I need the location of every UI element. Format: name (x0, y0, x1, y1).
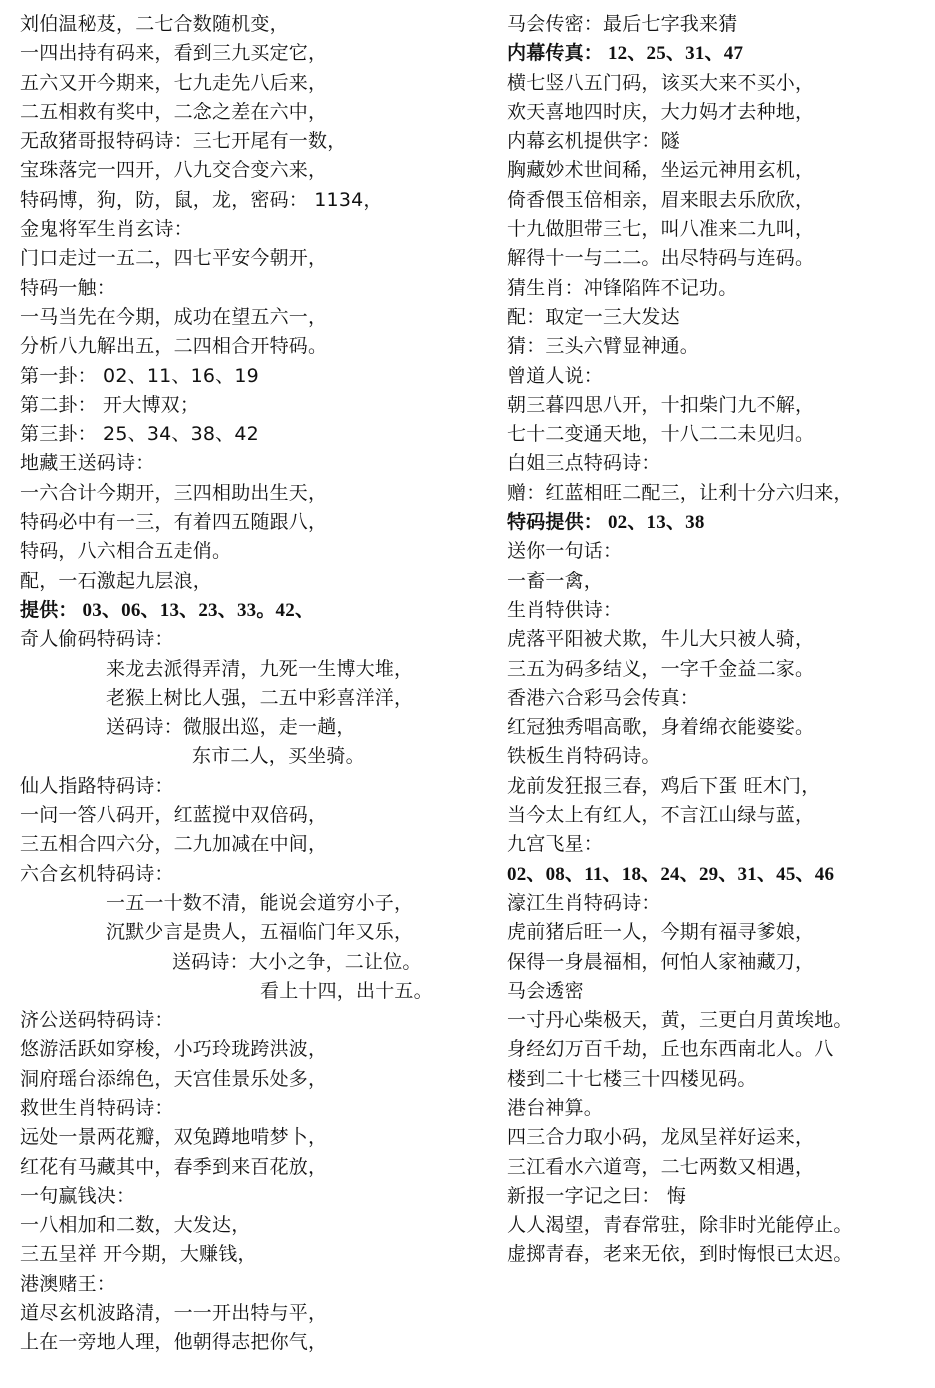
left-column-line (20, 215, 490, 244)
right-column-line (507, 772, 927, 801)
left-column-line (20, 1328, 490, 1357)
line-text: 02、08、11、18、24、29、31、45、46 (507, 863, 835, 885)
line-text: 倚香偎玉倍相亲，眉来眼去乐欣欣， (507, 188, 815, 211)
line-text: 虎落平阳被犬欺，牛儿大只被人骑， (507, 628, 815, 651)
line-text: 一六合计今期开，三四相助出生天， (20, 481, 328, 504)
line-text: 配，一石激起九层浪， (20, 569, 213, 592)
right-column-line (507, 186, 927, 215)
line-text: 道尽玄机波路清，一一开出特与平， (20, 1302, 328, 1325)
left-column-line (20, 918, 490, 947)
line-text: 濠江生肖特码诗： (507, 891, 661, 914)
line-text: 四三合力取小码，龙凤呈祥好运来， (507, 1126, 815, 1149)
line-text: 送你一句话： (507, 540, 623, 563)
left-column-line (20, 449, 490, 478)
line-text: 猜：三头六臂显神通。 (507, 335, 700, 358)
right-column-line (507, 1065, 927, 1094)
right-column-line (507, 860, 927, 889)
line-text: 虎前猪后旺一人，今期有福寻爹娘， (507, 921, 815, 944)
line-text: 沉默少言是贵人，五福临门年又乐， (106, 921, 414, 944)
line-text: 曾道人说： (507, 364, 604, 387)
line-text: 解得十一与二二。出尽特码与连码。 (507, 247, 815, 270)
right-column-line (507, 449, 927, 478)
line-text: 铁板生肖特码诗。 (507, 745, 661, 768)
line-text: 虚掷青春，老来无依，到时悔恨已太迟。 (507, 1243, 853, 1266)
right-column-line (507, 1123, 927, 1152)
line-text: 特码提供： 02、13、38 (507, 512, 705, 534)
left-column-line (20, 156, 490, 185)
right-column-line (507, 1094, 927, 1123)
left-column-line (20, 948, 490, 977)
right-column-line (507, 537, 927, 566)
right-column-line (507, 274, 927, 303)
left-column-line (20, 69, 490, 98)
right-column-line (507, 98, 927, 127)
line-text: 赠：红蓝相旺二配三，让利十分六归来， (507, 481, 853, 504)
line-text: 来龙去派得弄清，九死一生博大堆， (106, 657, 414, 680)
line-text: 配：取定一三大发达 (507, 305, 680, 328)
line-text: 洞府瑶台添绵色，天宫佳景乐处多， (20, 1067, 328, 1090)
line-text: 三江看水六道弯，二七两数又相遇， (507, 1155, 815, 1178)
line-text: 第二卦： 开大博双； (20, 393, 200, 416)
line-text: 送码诗：微服出巡，走一趟， (106, 716, 356, 739)
line-text: 白姐三点特码诗： (507, 452, 661, 475)
line-text: 内幕传真： 12、25、31、47 (507, 43, 744, 65)
left-column-line (20, 1094, 490, 1123)
left-column-line (20, 889, 490, 918)
right-column-line (507, 420, 927, 449)
left-column-line (20, 860, 490, 889)
line-text: 上在一旁地人理，他朝得志把你气， (20, 1331, 328, 1354)
right-column-line (507, 625, 927, 654)
line-text: 身经幻万百千劫，丘也东西南北人。八 (507, 1038, 834, 1061)
line-text: 悠游活跃如穿梭，小巧玲珑跨洪波， (20, 1038, 328, 1061)
line-text: 一八相加和二数，大发达， (20, 1214, 251, 1237)
line-text: 特码，八六相合五走俏。 (20, 540, 232, 563)
left-column-line (20, 596, 490, 625)
line-text: 三五呈祥 开今期，大赚钱， (20, 1243, 257, 1266)
line-text: 济公送码特码诗： (20, 1009, 174, 1032)
right-column-line (507, 948, 927, 977)
line-text: 分析八九解出五，二四相合开特码。 (20, 335, 328, 358)
left-column-line (20, 1006, 490, 1035)
right-column-line (507, 801, 927, 830)
line-text: 一马当先在今期，成功在望五六一， (20, 305, 328, 328)
right-column-line (507, 332, 927, 361)
right-column-line (507, 479, 927, 508)
left-column-line (20, 362, 490, 391)
line-text: 新报一字记之曰： 悔 (507, 1184, 687, 1207)
line-text: 三五相合四六分，二九加减在中间， (20, 833, 328, 856)
left-column-line (20, 567, 490, 596)
line-text: 无敌猪哥报特码诗：三七开尾有一数， (20, 130, 347, 153)
line-text: 仙人指路特码诗： (20, 774, 174, 797)
right-column-line (507, 391, 927, 420)
right-column-line (507, 1153, 927, 1182)
right-column-line (507, 596, 927, 625)
line-text: 港台神算。 (507, 1096, 604, 1119)
line-text: 当今太上有红人，不言江山绿与蓝， (507, 804, 815, 827)
left-column-line (20, 274, 490, 303)
left-column-line (20, 332, 490, 361)
line-text: 一问一答八码开，红蓝搅中双倍码， (20, 804, 328, 827)
line-text: 门口走过一五二，四七平安今朝开， (20, 247, 328, 270)
line-text: 看上十四，出十五。 (260, 979, 433, 1002)
line-text: 远处一景两花瓣，双兔蹲地啃梦卜， (20, 1126, 328, 1149)
line-text: 特码一触： (20, 276, 117, 299)
left-column-line (20, 1182, 490, 1211)
line-text: 胸藏妙术世间稀，坐运元神用玄机， (507, 159, 815, 182)
right-column-line (507, 742, 927, 771)
line-text: 一句赢钱决： (20, 1184, 136, 1207)
line-text: 内幕玄机提供字：隧 (507, 130, 680, 153)
line-text: 港澳赌王： (20, 1272, 117, 1295)
right-column-line (507, 1006, 927, 1035)
left-column-line (20, 742, 490, 771)
left-column-line (20, 1211, 490, 1240)
left-column-line (20, 655, 490, 684)
left-column-line (20, 186, 490, 215)
left-column-line (20, 1123, 490, 1152)
line-text: 三五为码多结义，一字千金益二家。 (507, 657, 815, 680)
line-text: 地藏王送码诗： (20, 452, 155, 475)
right-column-line (507, 1240, 927, 1269)
right-column-line (507, 69, 927, 98)
line-text: 马会传密：最后七字我来猜 (507, 13, 738, 35)
line-text: 一五一十数不清，能说会道穷小子， (106, 891, 414, 914)
left-column-line (20, 1240, 490, 1269)
right-column (507, 10, 927, 1270)
left-column-line (20, 801, 490, 830)
line-text: 送码诗：大小之争，二让位。 (172, 950, 422, 973)
line-text: 奇人偷码特码诗： (20, 628, 174, 651)
right-column-line (507, 567, 927, 596)
right-column-line (507, 1182, 927, 1211)
line-text: 人人渴望，青春常驻，除非时光能停止。 (507, 1214, 853, 1237)
line-text: 一四出持有码来，看到三九买定它， (20, 42, 328, 65)
right-column-line (507, 10, 927, 39)
right-column-line (507, 655, 927, 684)
left-column-line (20, 391, 490, 420)
line-text: 九宫飞星： (507, 833, 604, 856)
line-text: 金鬼将军生肖玄诗： (20, 218, 193, 241)
line-text: 红冠独秀唱高歌，身着绵衣能婆娑。 (507, 716, 815, 739)
line-text: 一畜一禽， (507, 569, 604, 592)
left-column-line (20, 713, 490, 742)
line-text: 欢天喜地四时庆，大力妈才去种地， (507, 100, 815, 123)
left-column-line (20, 127, 490, 156)
right-column-line (507, 889, 927, 918)
line-text: 特码必中有一三，有着四五随跟八， (20, 511, 328, 534)
line-text: 提供： 03、06、13、23、33。42、 (20, 599, 315, 621)
right-column-line (507, 684, 927, 713)
line-text: 横七竖八五门码，该买大来不买小， (507, 71, 815, 94)
left-column-line (20, 1299, 490, 1328)
line-text: 救世生肖特码诗： (20, 1096, 174, 1119)
line-text: 保得一身晨福相，何怕人家袖藏刀， (507, 950, 815, 973)
line-text: 老猴上树比人强，二五中彩喜洋洋， (106, 686, 414, 709)
line-text: 东市二人，买坐骑。 (192, 745, 365, 768)
left-column-line (20, 1270, 490, 1299)
left-column (20, 10, 490, 1358)
right-column-line (507, 244, 927, 273)
right-column-line (507, 1035, 927, 1064)
right-column-line (507, 1211, 927, 1240)
line-text: 马会透密 (507, 979, 584, 1002)
left-column-line (20, 479, 490, 508)
line-text: 香港六合彩马会传真： (507, 686, 700, 709)
left-column-line (20, 508, 490, 537)
left-column-line (20, 684, 490, 713)
line-text: 第一卦： 02、11、16、19 (20, 364, 259, 387)
right-column-line (507, 156, 927, 185)
line-text: 一寸丹心柴极天，黄，三更白月黄埃地。 (507, 1009, 853, 1032)
left-column-line (20, 244, 490, 273)
line-text: 十九做胆带三七，叫八准来二九叫， (507, 218, 815, 241)
line-text: 二五相救有奖中，二念之差在六中， (20, 100, 328, 123)
left-column-line (20, 1065, 490, 1094)
line-text: 第三卦： 25、34、38、42 (20, 423, 259, 446)
right-column-line (507, 977, 927, 1006)
right-column-line (507, 830, 927, 859)
line-text: 七十二变通天地，十八二二未见归。 (507, 423, 815, 446)
right-column-line (507, 713, 927, 742)
left-column-line (20, 772, 490, 801)
right-column-line (507, 508, 927, 537)
right-column-line (507, 39, 927, 68)
left-column-line (20, 977, 490, 1006)
line-text: 六合玄机特码诗： (20, 862, 174, 885)
line-text: 楼到二十七楼三十四楼见码。 (507, 1067, 757, 1090)
line-text: 特码博，狗，防，鼠，龙，密码： 1134， (20, 188, 383, 211)
left-column-line (20, 10, 490, 39)
left-column-line (20, 1153, 490, 1182)
left-column-line (20, 420, 490, 449)
line-text: 五六又开今期来，七九走先八后来， (20, 71, 328, 94)
left-column-line (20, 39, 490, 68)
right-column-line (507, 362, 927, 391)
line-text: 红花有马藏其中，春季到来百花放， (20, 1155, 328, 1178)
left-column-line (20, 1035, 490, 1064)
line-text: 刘伯温秘芨，二七合数随机变， (20, 13, 289, 35)
line-text: 朝三暮四思八开，十扣柴门九不解， (507, 393, 815, 416)
line-text: 龙前发狂报三春，鸡后下蛋 旺木门， (507, 774, 821, 797)
left-column-line (20, 98, 490, 127)
right-column-line (507, 127, 927, 156)
right-column-line (507, 918, 927, 947)
line-text: 猜生肖：冲锋陷阵不记功。 (507, 276, 738, 299)
left-column-line (20, 625, 490, 654)
line-text: 宝珠落完一四开，八九交合变六来， (20, 159, 328, 182)
line-text: 生肖特供诗： (507, 598, 623, 621)
left-column-line (20, 537, 490, 566)
right-column-line (507, 303, 927, 332)
left-column-line (20, 830, 490, 859)
left-column-line (20, 303, 490, 332)
right-column-line (507, 215, 927, 244)
